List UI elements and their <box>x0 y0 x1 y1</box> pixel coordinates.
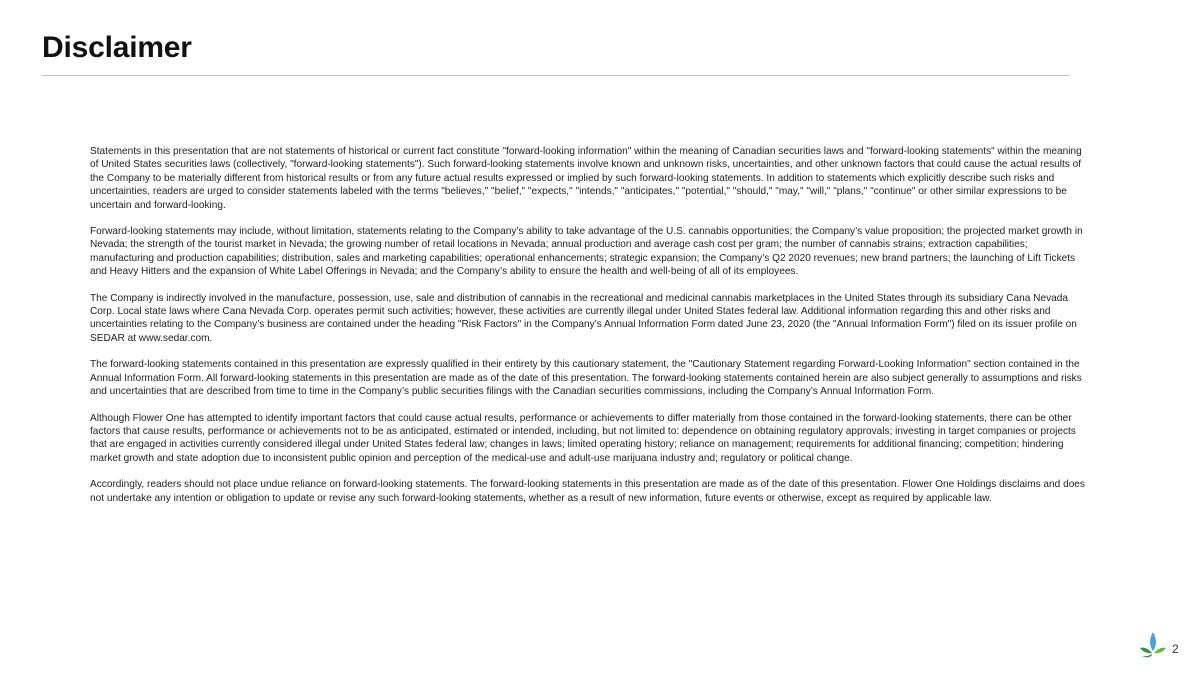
disclaimer-body <box>90 145 1086 518</box>
disclaimer-paragraph: The Company is indirectly involved in the manufacture, possession, use, sale and distribution of cannabis in the recreational and medicinal cannabis marketplaces in the United States through its subsidiary Cana Nevada Corp. Local state laws where Cana Nevada Corp. operates permit such activities; however, these activities are currently illegal under United States federal law. Additional information regarding this and other risks and uncertainties relating to the Company’s business are contained under the heading "Risk Factors" in the Company’s Annual Information Form dated June 23, 2020 (the "Annual Information Form") filed on its issuer profile on SEDAR at www.sedar.com. <box>90 292 1077 344</box>
disclaimer-paragraph: Forward-looking statements may include, without limitation, statements relating to the Company’s ability to take advantage of the U.S. cannabis opportunities; the Company’s value proposition; the projected market growth in Nevada; the strength of the tourist market in Nevada; the growing number of retail locations in Nevada; annual production and average cash cost per gram; the number of cannabis strains; extraction capabilities; manufacturing and production capabilities; distribution, sales and marketing capabilities; operational enhancements; strategic expansion; the Company’s Q2 2020 revenues; new brand partners; the launching of Lift Tickets and Heavy Hitters and the expansion of White Label Offerings in Nevada; and the Company’s ability to ensure the health and well-being of all of its employees. <box>90 226 1083 278</box>
page-number: 2 <box>1172 642 1179 656</box>
leaf-logo-icon <box>1140 630 1166 660</box>
disclaimer-paragraph: The forward-looking statements contained in this presentation are expressly qualified in their entirety by this cautionary statement, the "Cautionary Statement regarding Forward-Looking Information" section contained in the Annual Information Form. All forward-looking statements in this presentation are made as of the date of this presentation. The forward-looking statements contained herein are also subject generally to assumptions and risks and uncertainties that are described from time to time in the Company’s public securities filings with the Canadian securities commissions, including the Company’s Annual Information Form. <box>90 359 1082 398</box>
disclaimer-paragraph: Although Flower One has attempted to identify important factors that could cause actual results, performance or achievements to differ materially from those contained in the forward-looking statements, there can be other factors that cause results, performance or achievements not to be as anticipated, estimated or intended, including, but not limited to: dependence on obtaining regulatory approvals; investing in target companies or projects that are engaged in activities currently considered illegal under United States federal law; changes in laws; limited operating history; reliance on management; requirements for additional financing; competition; hindering market growth and state adoption due to inconsistent public opinion and perception of the medical-use and adult-use marijuana industry and; regulatory or political change. <box>90 412 1076 464</box>
slide-title: Disclaimer <box>42 31 192 64</box>
disclaimer-paragraph: Accordingly, readers should not place undue reliance on forward-looking statements. The forward-looking statements in this presentation are made as of the date of this presentation. Flower One Holdings disclaims and does not undertake any intention or obligation to update or revise any such forward-looking statements, whether as a result of new information, future events or otherwise, except as required by applicable law. <box>90 479 1085 504</box>
disclaimer-paragraph: Statements in this presentation that are not statements of historical or current fact constitute "forward-looking information" within the meaning of Canadian securities laws and "forward-looking statements" within the meaning of United States securities laws (collectively, "forward-looking statements"). Such forward-looking statements involve known and unknown risks, uncertainties, and other unknown factors that could cause the actual results of the Company to be materially different from historical results or from any future actual results expressed or implied by such forward-looking statements. In addition to statements which explicitly describe such risks and uncertainties, readers are urged to consider statements labeled with the terms "believes," "belief," "expects," "intends," "anticipates," "potential," "should," "may," "will," "plans," "continue" or other similar expressions to be uncertain and forward-looking. <box>90 146 1082 211</box>
title-divider <box>42 75 1069 76</box>
